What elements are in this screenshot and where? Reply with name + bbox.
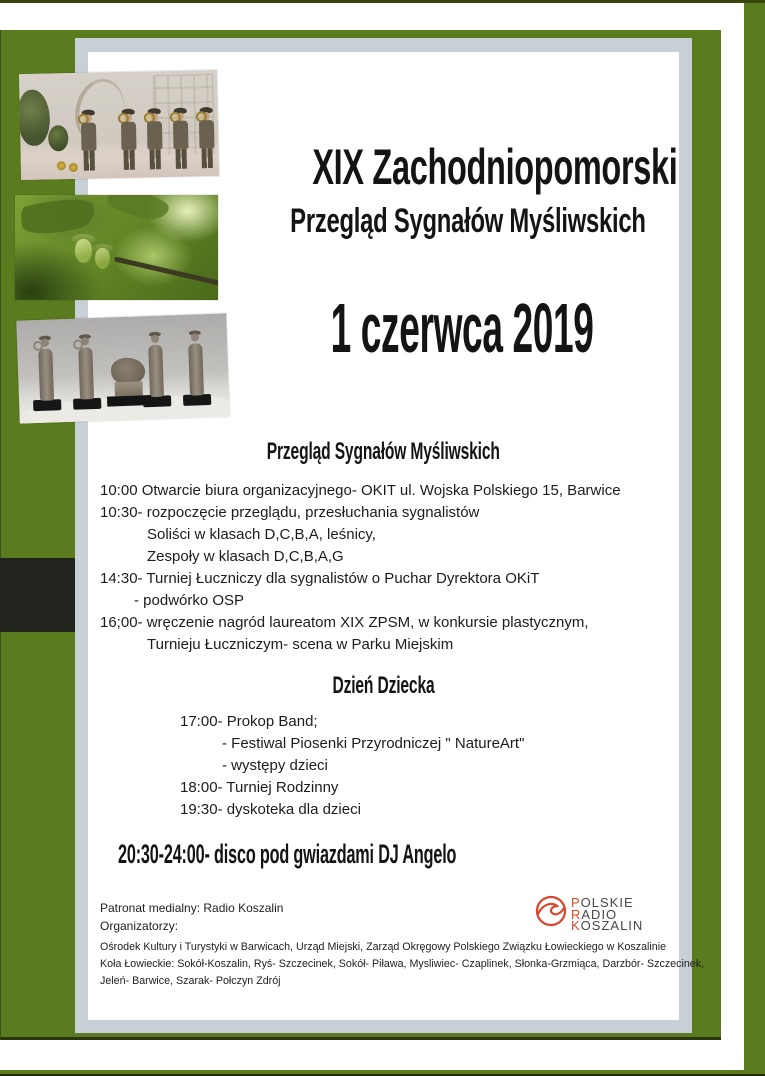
photo1-plant-small xyxy=(48,125,69,151)
right-green-column xyxy=(744,3,765,1076)
photo-hunter-statuettes xyxy=(16,313,229,423)
schedule-item: 19:30- dyskoteka dla dzieci xyxy=(180,801,361,818)
schedule-item: 14:30- Turniej Łuczniczy dla sygnalistów o Puchar Dyrektora OKiT xyxy=(100,570,540,587)
section2-heading: Dzień Dziecka xyxy=(332,672,435,699)
poster-date: 1 czerwca 2019 xyxy=(330,289,594,367)
logo-word-rest: OSZALIN xyxy=(580,918,644,933)
organizers-line: Jeleń- Barwice, Szarak- Połczyn Zdrój xyxy=(100,975,281,987)
legs xyxy=(150,149,161,169)
radio-koszalin-logo-text xyxy=(571,897,643,932)
photo2-acorn xyxy=(75,239,92,263)
statuette-base xyxy=(183,394,211,406)
photo-hunting-signalists xyxy=(19,70,219,180)
photo1-plant xyxy=(19,89,51,146)
organizers-line: Koła Łowieckie: Sokół-Koszalin, Ryś- Szczecinek, Sokół- Piława, Mysliwiec- Czaplinek, Słonka-Grzmiąca, Darzbór- Szczecinek, xyxy=(100,958,705,970)
footer-organizers xyxy=(100,939,704,990)
statuette-base xyxy=(33,399,61,411)
poster-title-line1: XIX Zachodniopomorski xyxy=(312,139,678,195)
top-border-line xyxy=(0,0,765,3)
legs xyxy=(202,148,213,168)
schedule-item: 17:00- Prokop Band; xyxy=(180,713,318,730)
photo1-signalist xyxy=(172,108,190,170)
statuette-figure xyxy=(38,348,54,400)
photo2-acorn xyxy=(95,248,110,269)
logo-wave-circle xyxy=(534,894,568,928)
legs xyxy=(84,151,95,171)
statuette-head xyxy=(151,335,159,343)
schedule-item: - Festiwal Piosenki Przyrodniczej " NatureArt" xyxy=(222,735,525,752)
legs xyxy=(176,149,187,169)
photo-oak-acorns xyxy=(15,195,218,300)
section1-heading-wrap xyxy=(88,438,679,466)
photo3-statuette xyxy=(31,330,62,411)
suit xyxy=(81,122,97,150)
photo2-branch xyxy=(114,256,218,286)
schedule-item: - występy dzieci xyxy=(222,757,328,774)
section1-schedule xyxy=(100,480,665,656)
statuette-head xyxy=(191,333,199,341)
logo-word-rest: ADIO xyxy=(581,906,618,922)
poster-date-wrap xyxy=(214,288,679,368)
logo-initial: R xyxy=(571,906,582,922)
trophy-base xyxy=(107,395,151,407)
schedule-item: Zespoły w klasach D,C,B,A,G xyxy=(147,548,344,565)
suit xyxy=(173,121,189,149)
photo1-signalist xyxy=(120,109,138,171)
schedule-item: 10:30- rozpoczęcie przeglądu, przesłuchania sygnalistów xyxy=(100,504,480,521)
section2-heading-wrap xyxy=(88,672,679,700)
radio-koszalin-logo-icon xyxy=(534,894,568,928)
trophy-plate xyxy=(114,381,142,396)
section1-heading: Przegląd Sygnałów Myśliwskich xyxy=(266,438,501,465)
logo-word xyxy=(571,920,643,932)
schedule-item: Soliści w klasach D,C,B,A, leśnicy, xyxy=(147,526,376,543)
statuette-figure xyxy=(78,347,94,399)
schedule-item: 10:00 Otwarcie biura organizacyjnego- OKIT ul. Wojska Polskiego 15, Barwice xyxy=(100,482,621,499)
poster-title-line1-wrap xyxy=(214,138,679,196)
section2-schedule xyxy=(180,711,650,821)
footer-patronage xyxy=(100,899,283,935)
schedule-item: - podwórko OSP xyxy=(134,592,245,609)
logo-initial: P xyxy=(571,895,581,910)
photo3-statuette xyxy=(71,329,102,410)
logo-word-rest: OLSKIE xyxy=(580,895,634,910)
statuette-base xyxy=(73,398,101,410)
schedule-item: 18:00- Turniej Rodzinny xyxy=(180,779,339,796)
patronage-line: Patronat medialny: Radio Koszalin xyxy=(100,901,284,915)
photo2-oak-leaf xyxy=(105,195,170,221)
left-black-block xyxy=(0,558,75,632)
photo3-trophy-plaque xyxy=(104,357,154,407)
poster-title-line2-wrap xyxy=(214,202,679,241)
suit xyxy=(199,120,215,148)
schedule-item: 16;00- wręczenie nagród laureatom XIX ZPSM, w konkursie plastycznym, xyxy=(100,614,589,631)
organizers-line: Ośrodek Kultury i Turystyki w Barwicach, Urząd Miejski, Zarząd Okręgowy Polskiego Związku Łowieckiego w Koszalinie xyxy=(100,941,667,953)
poster-title-line2: Przegląd Sygnałów Myśliwskich xyxy=(290,202,646,240)
photo1-signalist xyxy=(146,108,164,170)
statuette-figure xyxy=(188,343,204,395)
photo1-signalist xyxy=(80,109,98,171)
legs xyxy=(124,150,135,170)
evening-event: 20:30-24:00- disco pod gwiazdami DJ Angelo xyxy=(118,839,457,869)
organizers-label: Organizatorzy: xyxy=(100,919,179,933)
schedule-item: Turnieju Łuczniczym- scena w Parku Miejskim xyxy=(147,636,454,653)
photo3-statuette xyxy=(181,325,212,406)
suit xyxy=(147,121,163,149)
suit xyxy=(121,122,137,150)
logo-initial: K xyxy=(571,918,581,933)
evening-event-wrap xyxy=(118,839,682,870)
